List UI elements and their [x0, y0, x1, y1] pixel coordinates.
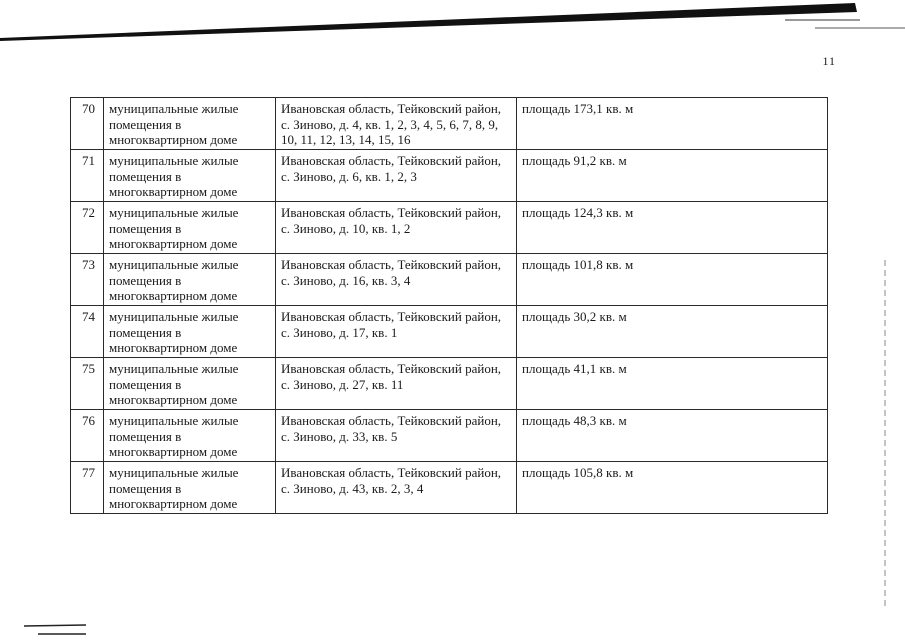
row-number: 73 — [71, 254, 104, 306]
table-row — [71, 150, 828, 202]
page-number: 11 — [822, 54, 836, 68]
area-cell: площадь 173,1 кв. м — [517, 98, 828, 150]
table-row — [71, 410, 828, 462]
area-cell: площадь 124,3 кв. м — [517, 202, 828, 254]
row-number: 70 — [71, 98, 104, 150]
table-row — [71, 358, 828, 410]
row-number: 72 — [71, 202, 104, 254]
object-type-cell: муниципальные жилые помещения в многоквартирном доме — [104, 358, 276, 410]
object-type-cell: муниципальные жилые помещения в многоквартирном доме — [104, 410, 276, 462]
table-row — [71, 462, 828, 514]
address-cell: Ивановская область, Тейковский район, с. Зиново, д. 6, кв. 1, 2, 3 — [276, 150, 517, 202]
address-cell: Ивановская область, Тейковский район, с. Зиново, д. 27, кв. 11 — [276, 358, 517, 410]
address-cell: Ивановская область, Тейковский район, с. Зиново, д. 43, кв. 2, 3, 4 — [276, 462, 517, 514]
property-table — [70, 97, 828, 514]
area-cell: площадь 41,1 кв. м — [517, 358, 828, 410]
address-cell: Ивановская область, Тейковский район, с. Зиново, д. 17, кв. 1 — [276, 306, 517, 358]
area-cell: площадь 101,8 кв. м — [517, 254, 828, 306]
object-type-cell: муниципальные жилые помещения в многоквартирном доме — [104, 98, 276, 150]
address-cell: Ивановская область, Тейковский район, с. Зиново, д. 16, кв. 3, 4 — [276, 254, 517, 306]
scan-edge-right — [882, 260, 888, 610]
row-number: 77 — [71, 462, 104, 514]
address-cell: Ивановская область, Тейковский район, с. Зиново, д. 33, кв. 5 — [276, 410, 517, 462]
object-type-cell: муниципальные жилые помещения в многоквартирном доме — [104, 254, 276, 306]
row-number: 75 — [71, 358, 104, 410]
table-row — [71, 98, 828, 150]
object-type-cell: муниципальные жилые помещения в многоквартирном доме — [104, 462, 276, 514]
scan-edge-bottom — [20, 618, 90, 638]
area-cell: площадь 30,2 кв. м — [517, 306, 828, 358]
address-cell: Ивановская область, Тейковский район, с. Зиново, д. 4, кв. 1, 2, 3, 4, 5, 6, 7, 8, 9, 10, 11, 12, 13, 14, 15, 16 — [276, 98, 517, 150]
row-number: 74 — [71, 306, 104, 358]
table-row — [71, 202, 828, 254]
table-row — [71, 306, 828, 358]
area-cell: площадь 105,8 кв. м — [517, 462, 828, 514]
object-type-cell: муниципальные жилые помещения в многоквартирном доме — [104, 150, 276, 202]
table-row — [71, 254, 828, 306]
row-number: 71 — [71, 150, 104, 202]
object-type-cell: муниципальные жилые помещения в многоквартирном доме — [104, 306, 276, 358]
scan-edge-top — [0, 0, 905, 45]
object-type-cell: муниципальные жилые помещения в многоквартирном доме — [104, 202, 276, 254]
area-cell: площадь 48,3 кв. м — [517, 410, 828, 462]
area-cell: площадь 91,2 кв. м — [517, 150, 828, 202]
address-cell: Ивановская область, Тейковский район, с. Зиново, д. 10, кв. 1, 2 — [276, 202, 517, 254]
row-number: 76 — [71, 410, 104, 462]
